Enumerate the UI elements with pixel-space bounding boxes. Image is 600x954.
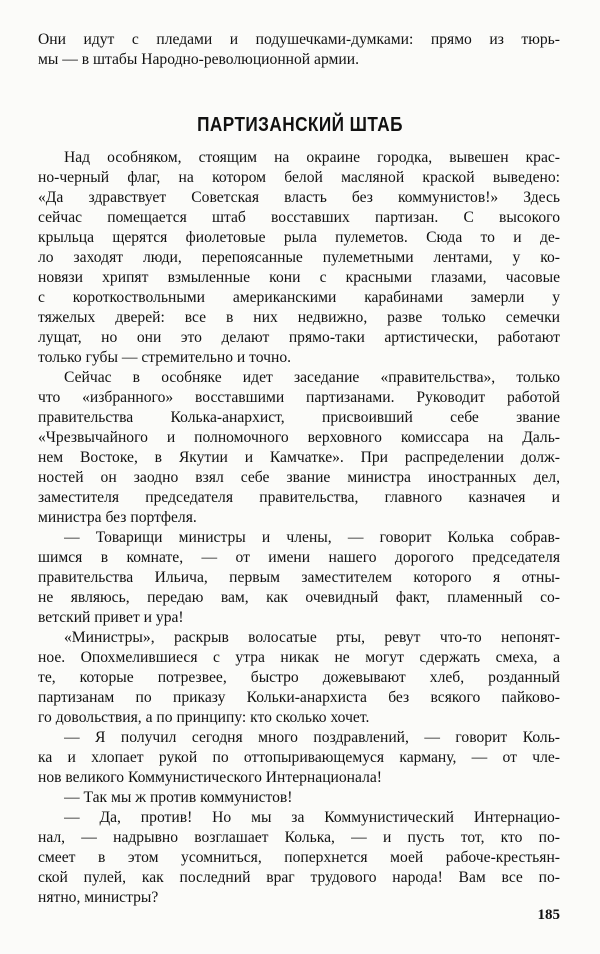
body-line: тяжелых дверей: все в них недвижно, разве только семечки	[38, 309, 560, 326]
body-line: ностей он заодно взял себе звание министра иностранных дел,	[38, 469, 560, 486]
body-line: ской пулей, как последний враг трудового народа! Вам все по-	[38, 869, 560, 886]
section-heading: ПАРТИЗАНСКИЙ ШТАБ	[197, 114, 403, 136]
body-line: — Я получил сегодня много поздравлений, — говорит Коль-	[64, 729, 560, 746]
body-line: смеет в этом усомниться, поперхнется моей рабоче-крестьян-	[38, 849, 560, 866]
intro-line: мы — в штабы Народно-революционной армии.	[38, 51, 359, 68]
body-line: ка и хлопает рукой по оттопыривающемуся карману, — от чле-	[38, 749, 560, 766]
page-number: 185	[537, 907, 560, 923]
body-line: нятно, министры?	[38, 889, 159, 906]
body-line: министра без портфеля.	[38, 509, 197, 526]
body-line: но-черный флаг, на котором белой масляной краской выведено:	[38, 169, 560, 186]
body-line: лущат, но они это делают прямо-таки артистически, работают	[38, 329, 560, 346]
body-line: что «избранного» восставшими партизанами. Руководит работой	[38, 389, 560, 406]
intro-line: Они идут с пледами и подушечками-думками: прямо из тюрь-	[38, 31, 560, 48]
body-line: шимся в комнате, — от имени нашего дорогого председателя	[38, 549, 560, 566]
body-line: — Так мы ж против коммунистов!	[64, 789, 293, 806]
body-line: только губы — стремительно и точно.	[38, 349, 292, 366]
body-line: Сейчас в особняке идет заседание «правительства», только	[64, 369, 560, 386]
body-line: ветский привет и ура!	[38, 609, 184, 626]
body-line: те, которые потрезвее, быстро дожевывают хлеб, розданный	[38, 669, 560, 686]
body-line: «Да здравствует Советская власть без коммунистов!» Здесь	[38, 189, 560, 206]
body-line: сейчас помещается штаб восставших партизан. С высокого	[38, 209, 560, 226]
body-line: ное. Опохмелившиеся с утра никак не могут сдержать смеха, а	[38, 649, 560, 666]
body-line: заместителя председателя правительства, главного казначея и	[38, 489, 560, 506]
body-line: ло заходят люди, перепоясанные пулеметными лентами, у ко-	[38, 249, 560, 266]
body-line: Над особняком, стоящим на окраине городка, вывешен крас-	[64, 149, 560, 166]
body-line: новязи хрипят взмыленные кони с красными глазами, часовые	[38, 269, 560, 286]
body-line: крыльца щерятся фиолетовые рыла пулеметов. Сюда то и де-	[38, 229, 560, 246]
body-line: «Чрезвычайного и полномочного верховного комиссара на Даль-	[38, 429, 560, 446]
body-line: правительства Колька-анархист, присвоивший себе звание	[38, 409, 560, 426]
body-line: партизанам по приказу Кольки-анархиста без всякого пайково-	[38, 689, 560, 706]
body-line: «Министры», раскрыв волосатые рты, ревут что-то непонят-	[64, 629, 560, 646]
body-line: нов великого Коммунистического Интернационала!	[38, 769, 382, 786]
body-line: — Товарищи министры и члены, — говорит Колька собрав-	[64, 529, 560, 546]
body-line: не являюсь, передаю вам, как очевидный факт, пламенный со-	[38, 589, 560, 606]
body-line: нем Востоке, в Якутии и Камчатке». При распределении долж-	[38, 449, 560, 466]
body-line: с короткоствольными американскими карабинами замерли у	[38, 289, 560, 306]
body-line: нал, — надрывно возглашает Колька, — и пусть тот, кто по-	[38, 829, 560, 846]
body-line: го довольствия, а по принципу: кто сколько хочет.	[38, 709, 370, 726]
body-line: — Да, против! Но мы за Коммунистический Интернацио-	[64, 809, 560, 826]
body-line: правительства Ильича, первым заместителем которого я отны-	[38, 569, 560, 586]
